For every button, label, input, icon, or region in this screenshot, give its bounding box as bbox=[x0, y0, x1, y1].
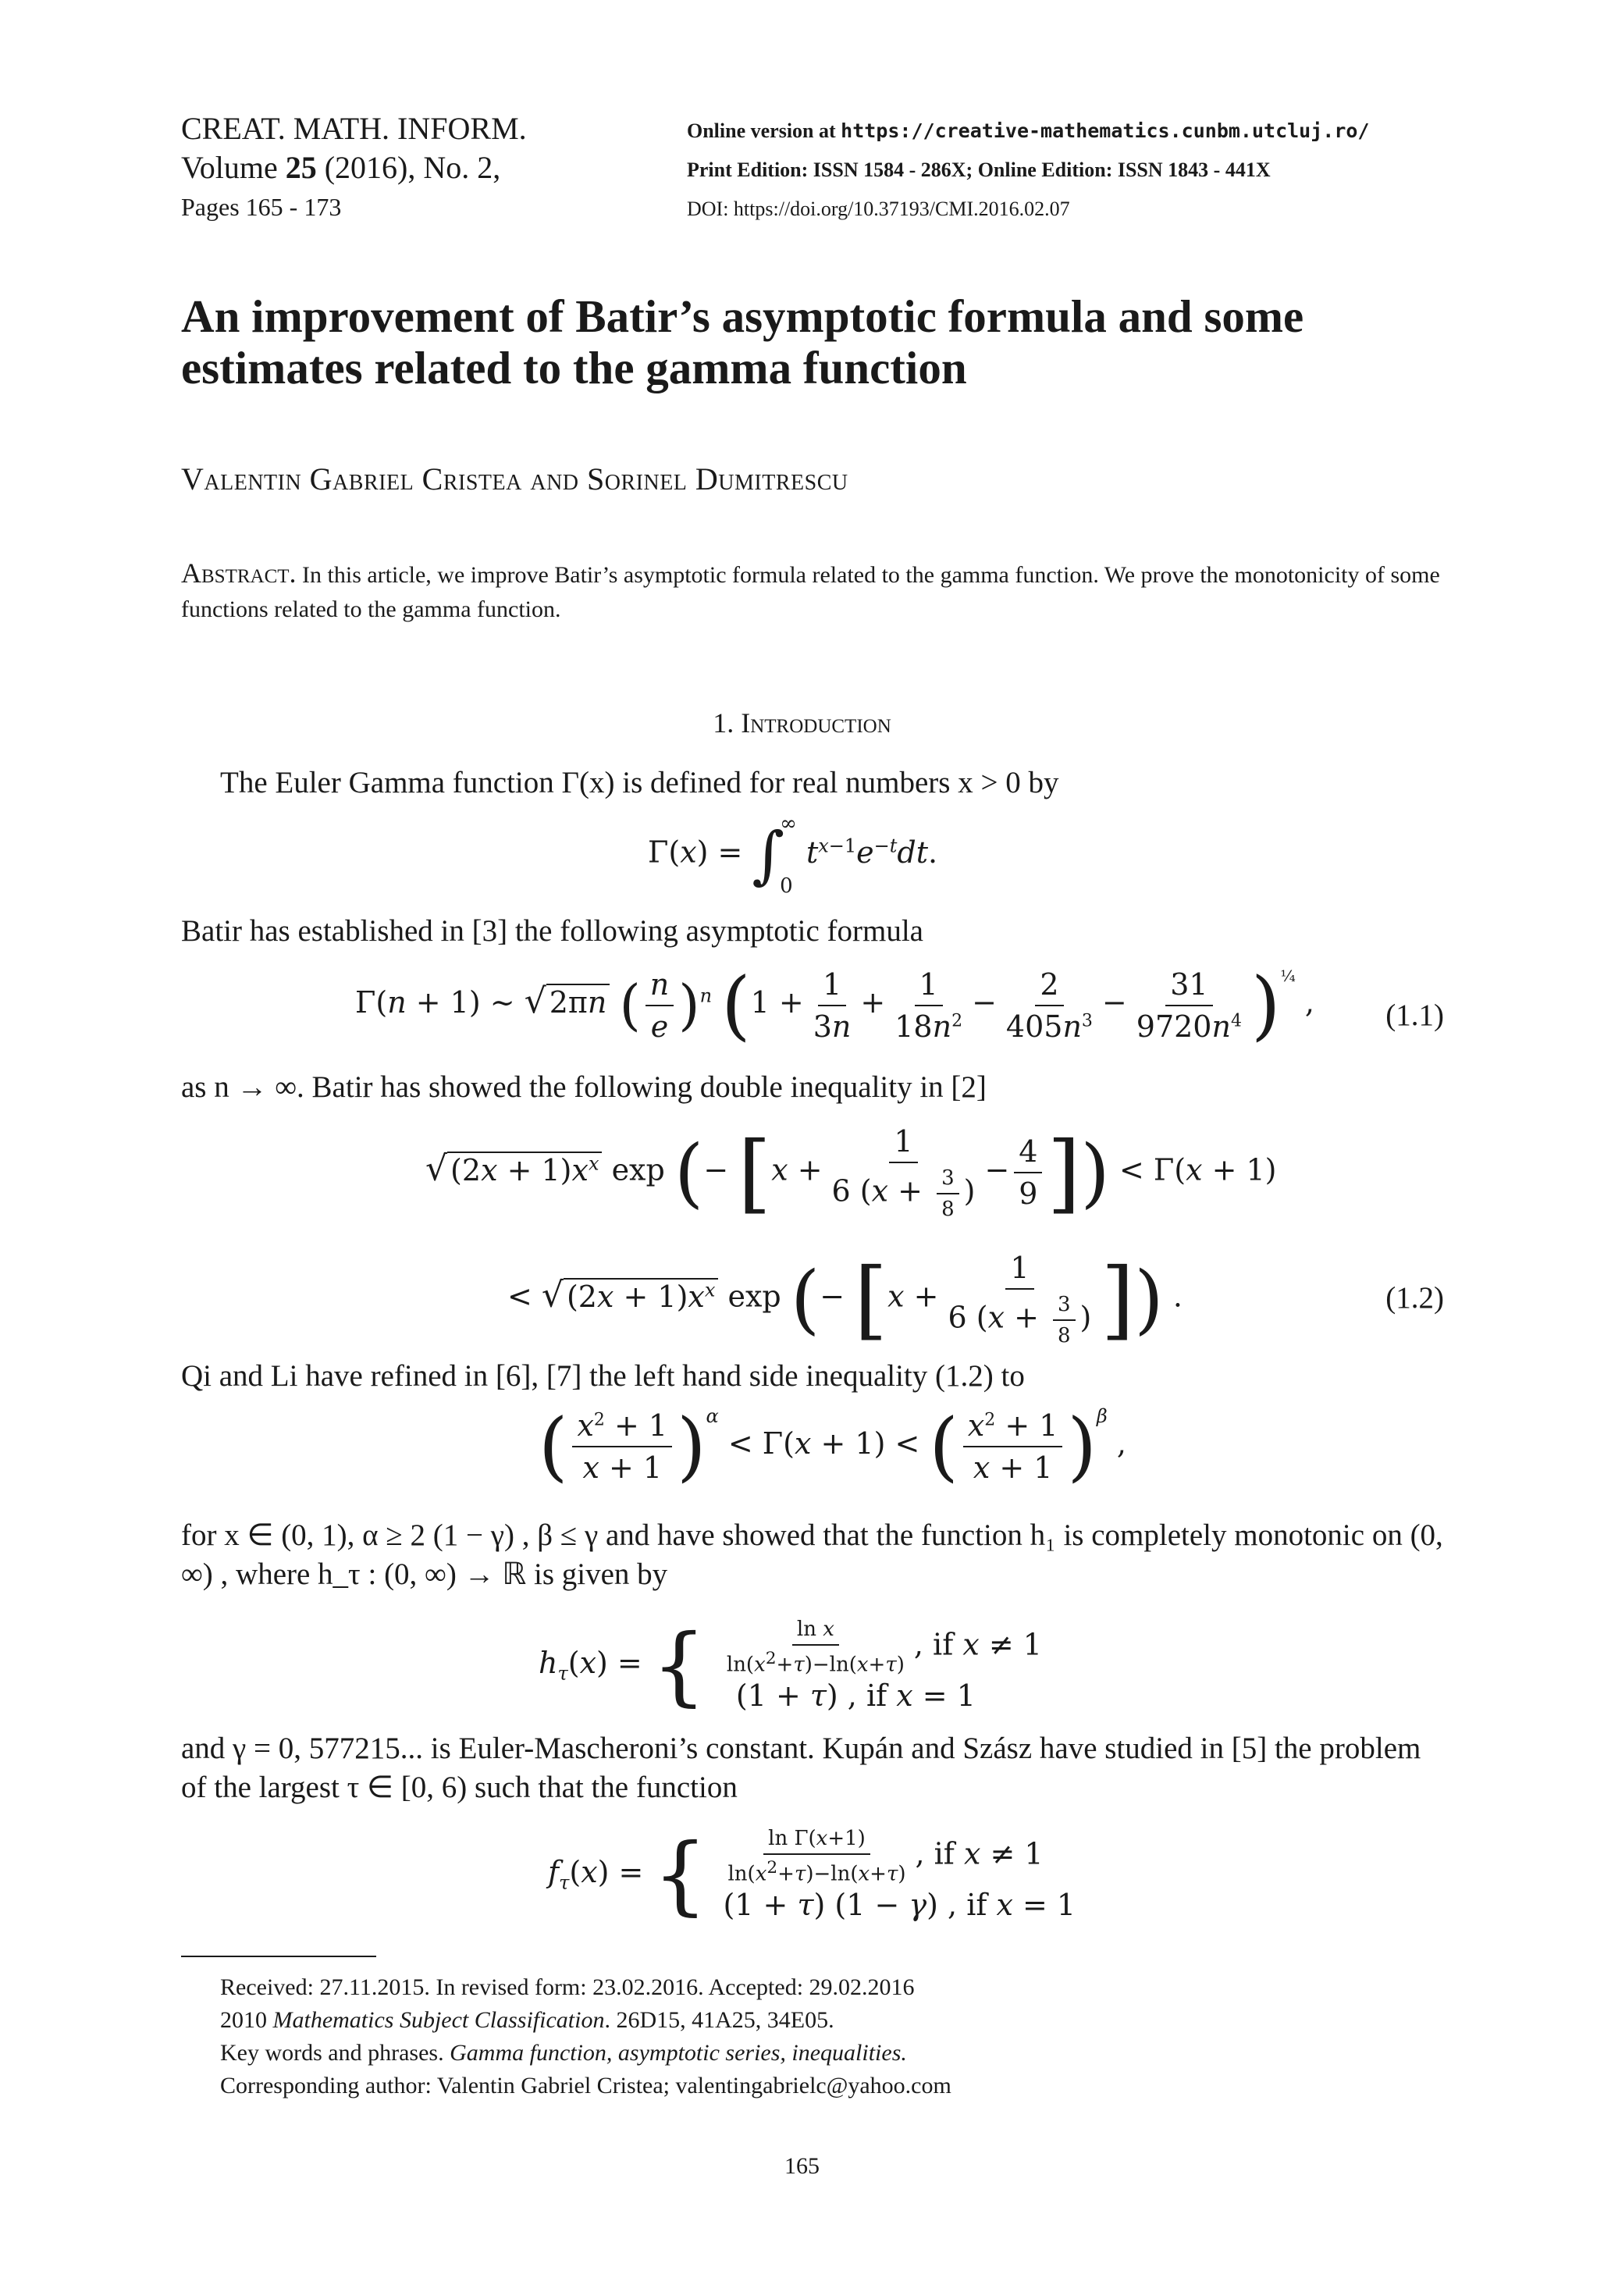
equation-1-2-line1: √ $(2x + 1)x^x$ exp (− [x + 1 6 (x + $\frac{3}{8}$ ) − $\frac{4}{9}$ ]) < Γ(x + 1) bbox=[425, 1123, 1277, 1223]
print-edition: Print Edition: ISSN 1584 - 286X; Online Edition: ISSN 1843 - 441X bbox=[687, 158, 1271, 181]
edition-info bbox=[687, 112, 1369, 229]
msc-classification: 2010 Mathematics Subject Classification. 26D15, 41A25, 34E05. bbox=[220, 2007, 834, 2033]
keywords: Key words and phrases. Gamma function, asymptotic series, inequalities. bbox=[220, 2040, 907, 2066]
page-number: 165 bbox=[784, 2153, 820, 2179]
abstract bbox=[181, 556, 1442, 627]
corresponding-author: Corresponding author: Valentin Gabriel Cristea; valentingabrielc@yahoo.com bbox=[220, 2073, 951, 2098]
equation-1-1: Γ(n + 1) ∼ √ 2πn ( $\frac{n}{e}$ )$^n$ (1 + $\frac{1}{3n}$ + $\frac{1}{18n^2}$ − $\frac{2}{405n^3}$ − $\frac{31}{9720n^4}$ )$^{\frac{1}{4}}$ , bbox=[355, 961, 1314, 1049]
paragraph-intro: The Euler Gamma function Γ(x) is defined for real numbers x > 0 by bbox=[220, 766, 1059, 799]
paragraph-kupan-szasz: and γ = 0, 577215... is Euler-Mascheroni’s constant. Kupán and Szász have studied in [5] the problem of the largest τ ∈ [0, 6) such that the function bbox=[181, 1732, 1421, 1804]
paragraph-double-inequality: as n → ∞. Batir has showed the following double inequality in [2] bbox=[181, 1070, 987, 1104]
paper-title: An improvement of Batir’s asymptotic formula and some estimates related to the gamma function bbox=[181, 290, 1304, 393]
footnote-rule bbox=[181, 1956, 376, 1957]
equation-qi-li: ( $\frac{x^2 + 1}{x + 1}$ )$^\alpha$ < Γ(x + 1) < ( $\frac{x^2 + 1}{x + 1}$ )$^\beta$ , bbox=[539, 1402, 1126, 1490]
pages-line: Pages 165 - 173 bbox=[181, 193, 342, 221]
journal-name: CREAT. MATH. INFORM. bbox=[181, 111, 527, 146]
section-heading: 1. Introduction bbox=[713, 707, 891, 739]
equation-f-tau: $f_\tau(x)$ = { $\frac{\text{ln Γ(x+1)}}{\ln(x^2+\tau)-\ln(x+\tau)}$ , if x ≠ 1 (1 + τ) (1 − γ) , if x = 1 bbox=[548, 1824, 1076, 1924]
equation-number-1-2: (1.2) bbox=[1385, 1281, 1444, 1315]
equation-1-2-line2: < √ $(2x + 1)x^x$ exp (− [x + 1 6 (x + $\frac{3}{8}$ ) ]) . bbox=[507, 1249, 1183, 1349]
paragraph-h-function: for x ∈ (0, 1), α ≥ 2 (1 − γ) , β ≤ γ and have showed that the function h₁ is completely monotonic on (0, ∞) , where h_τ : (0, ∞) → ℝ is given by bbox=[181, 1518, 1443, 1591]
paragraph-qi-li: Qi and Li have refined in [6], [7] the left hand side inequality (1.2) to bbox=[181, 1359, 1025, 1393]
abstract-text: In this article, we improve Batir’s asymptotic formula related to the gamma function. We prove the monotonicity of some functions related to the gamma function. bbox=[181, 562, 1440, 622]
received-dates: Received: 27.11.2015. In revised form: 23.02.2016. Accepted: 29.02.2016 bbox=[220, 1974, 915, 2000]
equation-h-tau: $h_\tau(x)$ = { $\frac{\text{ln x}}{\ln(x^2+\tau)-\ln(x+\tau)}$ , if x ≠ 1 (1 + τ) , if x = 1 bbox=[539, 1614, 1042, 1715]
doi-line: DOI: https://doi.org/10.37193/CMI.2016.02.07 bbox=[687, 198, 1070, 220]
footnotes bbox=[220, 1971, 951, 2102]
volume-line: Volume 25 (2016), No. 2, bbox=[181, 150, 501, 185]
paragraph-batir: Batir has established in [3] the following asymptotic formula bbox=[181, 914, 923, 948]
abstract-label: Abstract. bbox=[181, 557, 297, 589]
online-version: Online version at https://creative-mathematics.cunbm.utcluj.ro/ bbox=[687, 119, 1370, 142]
authors: Valentin Gabriel Cristea and Sorinel Dumitrescu bbox=[181, 461, 848, 497]
journal-header bbox=[181, 109, 527, 226]
equation-number-1-1: (1.1) bbox=[1385, 998, 1444, 1032]
equation-gamma-definition: Γ(x) = ∫ ∞ 0 $t^{x-1}e^{-t}dt$. bbox=[648, 812, 938, 898]
online-url-link[interactable]: https://creative-mathematics.cunbm.utcluj.ro/ bbox=[841, 119, 1370, 142]
